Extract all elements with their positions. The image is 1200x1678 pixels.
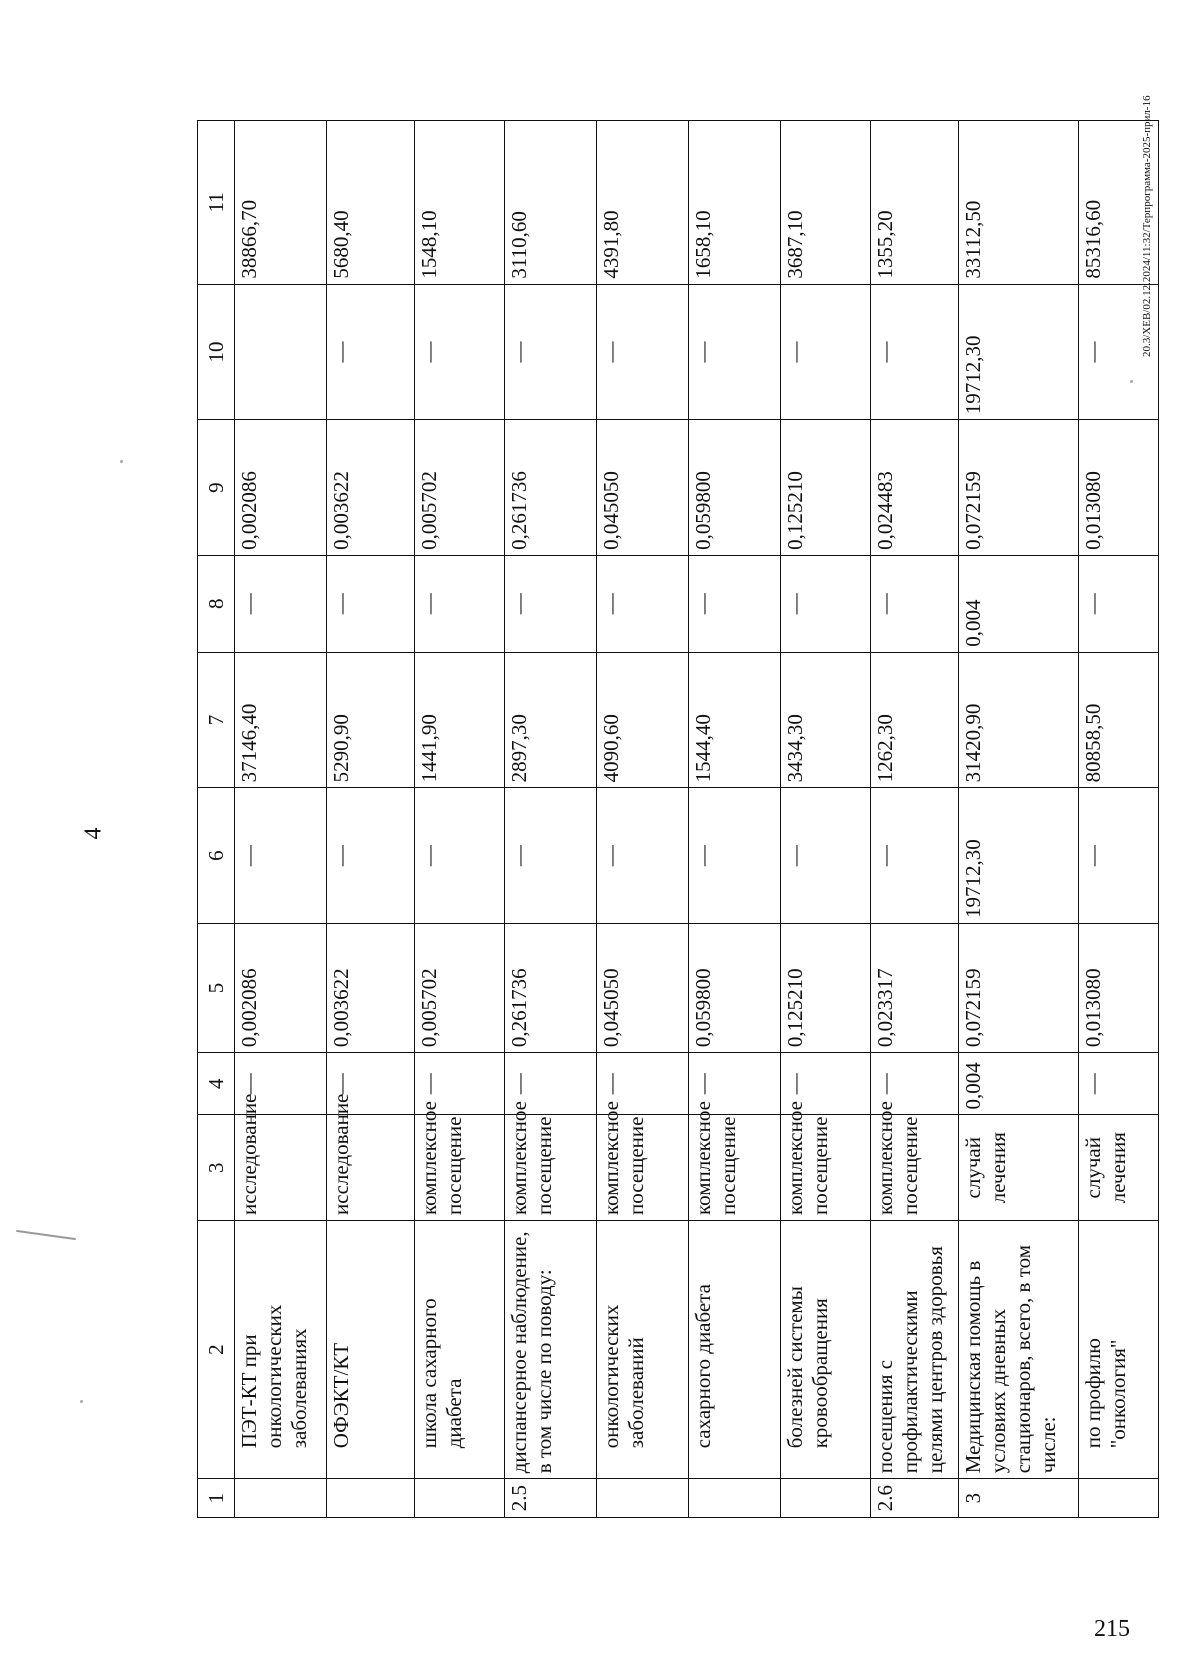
value-cell: —: [235, 788, 327, 924]
value-cell: —: [689, 788, 781, 924]
value-cell: —: [781, 284, 871, 420]
row-description: школа сахарного диабета: [415, 1220, 505, 1478]
value-cell: 0,005702: [415, 923, 505, 1052]
value-cell: 33112,50: [959, 121, 1079, 285]
value-cell: 85316,60: [1079, 121, 1159, 285]
table-row: [871, 121, 959, 1518]
row-description: онкологических заболеваний: [597, 1220, 689, 1478]
value-cell: —: [505, 788, 597, 924]
value-cell: —: [597, 284, 689, 420]
value-cell: 4090,60: [597, 652, 689, 788]
row-description: по профилю "онкология": [1079, 1220, 1159, 1478]
sheet-number: 215: [1094, 1616, 1130, 1642]
rotated-table-wrapper: [197, 120, 1130, 1518]
value-cell: 0,013080: [1079, 420, 1159, 556]
value-cell: —: [689, 284, 781, 420]
row-number: [415, 1479, 505, 1518]
value-cell: —: [327, 1053, 415, 1115]
unit-cell: комплексное посещение: [689, 1115, 781, 1220]
value-cell: 3687,10: [781, 121, 871, 285]
unit-cell: случай лечения: [959, 1115, 1079, 1220]
scan-speck: [120, 460, 123, 463]
scan-speck: [80, 1400, 83, 1403]
page-number: 4: [80, 827, 107, 840]
value-cell: —: [597, 1053, 689, 1115]
value-cell: —: [689, 555, 781, 652]
value-cell: 0,059800: [689, 420, 781, 556]
value-cell: 80858,50: [1079, 652, 1159, 788]
value-cell: —: [505, 555, 597, 652]
row-description: ОФЭКТ/КТ: [327, 1220, 415, 1478]
value-cell: 3434,30: [781, 652, 871, 788]
row-number: 2.5: [505, 1479, 597, 1518]
table-row: [1079, 121, 1159, 1518]
tariff-table: [197, 120, 1159, 1518]
value-cell: —: [1079, 788, 1159, 924]
value-cell: 0,261736: [505, 923, 597, 1052]
value-cell: 0,002086: [235, 923, 327, 1052]
header-cell: 1: [198, 1479, 235, 1518]
value-cell: —: [415, 788, 505, 924]
header-cell: 11: [198, 121, 235, 285]
value-cell: 1355,20: [871, 121, 959, 285]
value-cell: —: [781, 1053, 871, 1115]
unit-cell: случай лечения: [1079, 1115, 1159, 1220]
value-cell: —: [781, 555, 871, 652]
unit-cell: комплексное посещение: [505, 1115, 597, 1220]
value-cell: 0,003622: [327, 420, 415, 556]
value-cell: 31420,90: [959, 652, 1079, 788]
value-cell: —: [597, 555, 689, 652]
row-description: ПЭТ-КТ при онкологических заболеваниях: [235, 1220, 327, 1478]
value-cell: 1441,90: [415, 652, 505, 788]
row-number: [1079, 1479, 1159, 1518]
value-cell: —: [415, 284, 505, 420]
table-row: [327, 121, 415, 1518]
table-row: [689, 121, 781, 1518]
header-cell: 2: [198, 1220, 235, 1478]
value-cell: —: [781, 788, 871, 924]
value-cell: 0,004: [959, 555, 1079, 652]
table-row: [959, 121, 1079, 1518]
unit-cell: исследование: [327, 1115, 415, 1220]
value-cell: —: [327, 788, 415, 924]
row-number: [781, 1479, 871, 1518]
value-cell: 3110,60: [505, 121, 597, 285]
value-cell: 0,005702: [415, 420, 505, 556]
value-cell: 0,002086: [235, 420, 327, 556]
value-cell: —: [235, 1053, 327, 1115]
row-number: [327, 1479, 415, 1518]
table-row: [597, 121, 689, 1518]
value-cell: —: [235, 555, 327, 652]
value-cell: 0,045050: [597, 420, 689, 556]
value-cell: 0,072159: [959, 923, 1079, 1052]
value-cell: —: [689, 1053, 781, 1115]
value-cell: —: [871, 1053, 959, 1115]
row-description: диспансерное наблюдение, в том числе по поводу:: [505, 1220, 597, 1478]
scan-smudge: [16, 1230, 76, 1240]
value-cell: 19712,30: [959, 284, 1079, 420]
value-cell: 0,125210: [781, 420, 871, 556]
unit-cell: комплексное посещение: [871, 1115, 959, 1220]
row-description: сахарного диабета: [689, 1220, 781, 1478]
table-row: [235, 121, 327, 1518]
table-row: [781, 121, 871, 1518]
value-cell: 0,003622: [327, 923, 415, 1052]
row-description: посещения с профилактическими целями центров здоровья: [871, 1220, 959, 1478]
header-cell: 10: [198, 284, 235, 420]
value-cell: —: [415, 555, 505, 652]
header-cell: 8: [198, 555, 235, 652]
row-number: [597, 1479, 689, 1518]
value-cell: —: [327, 284, 415, 420]
value-cell: 0,261736: [505, 420, 597, 556]
footer-code: 20.3/XEB/02.12.2024/11:32/Терпрограмма-2025-прил-16: [1141, 95, 1153, 357]
value-cell: 1548,10: [415, 121, 505, 285]
value-cell: —: [1079, 284, 1159, 420]
value-cell: 0,024483: [871, 420, 959, 556]
table-row: [415, 121, 505, 1518]
value-cell: 5680,40: [327, 121, 415, 285]
value-cell: —: [415, 1053, 505, 1115]
value-cell: —: [327, 555, 415, 652]
value-cell: 19712,30: [959, 788, 1079, 924]
row-description: Медицинская помощь в условиях дневных стационаров, всего, в том числе:: [959, 1220, 1079, 1478]
value-cell: 38866,70: [235, 121, 327, 285]
row-number: 3: [959, 1479, 1079, 1518]
value-cell: 0,023317: [871, 923, 959, 1052]
header-cell: 7: [198, 652, 235, 788]
header-cell: 5: [198, 923, 235, 1052]
row-description: болезней системы кровообращения: [781, 1220, 871, 1478]
value-cell: —: [871, 788, 959, 924]
value-cell: —: [871, 284, 959, 420]
header-cell: 4: [198, 1053, 235, 1115]
value-cell: 37146,40: [235, 652, 327, 788]
value-cell: —: [597, 788, 689, 924]
value-cell: —: [871, 555, 959, 652]
row-number: 2.6: [871, 1479, 959, 1518]
value-cell: 1544,40: [689, 652, 781, 788]
value-cell: 4391,80: [597, 121, 689, 285]
value-cell: 0,013080: [1079, 923, 1159, 1052]
value-cell: 2897,30: [505, 652, 597, 788]
value-cell: —: [505, 1053, 597, 1115]
value-cell: —: [1079, 1053, 1159, 1115]
value-cell: 1262,30: [871, 652, 959, 788]
value-cell: [235, 284, 327, 420]
value-cell: 0,004: [959, 1053, 1079, 1115]
value-cell: 0,072159: [959, 420, 1079, 556]
header-row: [198, 121, 235, 1518]
header-cell: 9: [198, 420, 235, 556]
header-cell: 6: [198, 788, 235, 924]
unit-cell: комплексное посещение: [597, 1115, 689, 1220]
value-cell: —: [505, 284, 597, 420]
value-cell: 5290,90: [327, 652, 415, 788]
value-cell: —: [1079, 555, 1159, 652]
value-cell: 0,045050: [597, 923, 689, 1052]
table-row: [505, 121, 597, 1518]
value-cell: 0,059800: [689, 923, 781, 1052]
unit-cell: комплексное посещение: [781, 1115, 871, 1220]
row-number: [235, 1479, 327, 1518]
value-cell: 1658,10: [689, 121, 781, 285]
value-cell: 0,125210: [781, 923, 871, 1052]
header-cell: 3: [198, 1115, 235, 1220]
unit-cell: комплексное посещение: [415, 1115, 505, 1220]
row-number: [689, 1479, 781, 1518]
unit-cell: исследование: [235, 1115, 327, 1220]
